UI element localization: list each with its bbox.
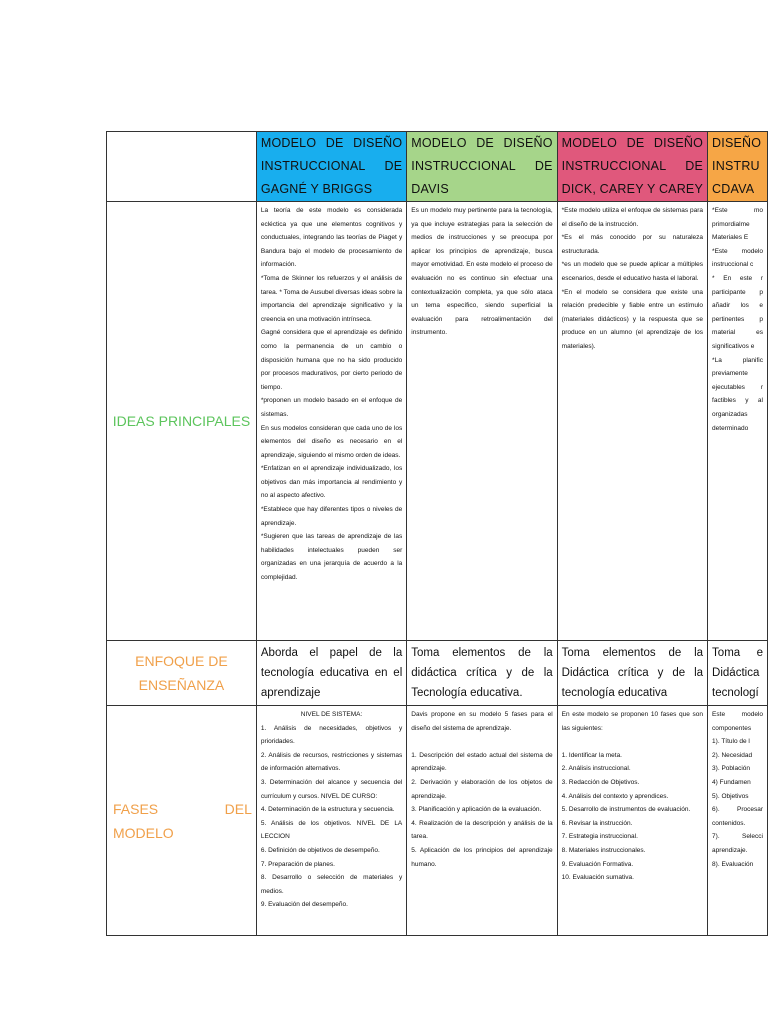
enfoque-gagne-briggs: Aborda el papel de la tecnología educativa en el aprendizaje bbox=[256, 641, 406, 706]
ideas-text: Gagné considera que el aprendizaje es definido como la permanencia de un cambio o disposición humana que no ha sido producido por procesos madurativos, por cierto periodo de tiempo. bbox=[260, 329, 403, 391]
fases-text: 9. Evaluación del desempeño. bbox=[260, 901, 348, 909]
fases-text: En este modelo se proponen 10 fases que son las siguientes: bbox=[561, 711, 704, 732]
fases-text: 2. Análisis de recursos, restricciones y sistemas de información alternativos. bbox=[260, 751, 403, 773]
fases-label-word: FASES bbox=[113, 800, 159, 817]
header-cdava: DISEÑO INSTRU CDAVA bbox=[708, 132, 768, 202]
fases-text: 1). Título de l bbox=[712, 738, 750, 746]
fases-text bbox=[562, 735, 703, 749]
fases-text: 1. Descripción del estado actual del sistema de aprendizaje. bbox=[411, 751, 553, 773]
ideas-gagne-briggs bbox=[256, 202, 406, 641]
fases-text: 10. Evaluación sumativa. bbox=[561, 874, 634, 882]
ideas-text: *Este modelo instruccional c bbox=[712, 247, 763, 269]
corner-cell bbox=[107, 132, 257, 202]
fases-text bbox=[411, 735, 552, 749]
fases-dick-carey bbox=[557, 706, 707, 936]
fases-text: 7. Estrategia instruccional. bbox=[561, 833, 638, 841]
fases-text: 8). Evaluación bbox=[712, 860, 754, 868]
fases-text: 9. Evaluación Formativa. bbox=[561, 860, 634, 868]
header-row bbox=[107, 132, 768, 202]
fases-text: 4. Realización de la descripción y análisis de la tarea. bbox=[411, 819, 553, 841]
fases-text: 3). Población bbox=[712, 765, 750, 773]
ideas-text: *Establece que hay diferentes tipos o niveles de aprendizaje. bbox=[260, 506, 403, 527]
ideas-text: *Este modelo utiliza el enfoque de sistemas para el diseño de la instrucción. bbox=[561, 207, 704, 228]
fases-text: 3. Redacción de Objetivos. bbox=[561, 778, 640, 786]
ideas-text: La teoría de este modelo es considerada ecléctica ya que une elementos cognitivos y conductuales, integrando las teorías de Piaget y Bandura bajo el modelo de procesamiento de información. bbox=[260, 207, 403, 269]
enfoque-label: ENFOQUE DE ENSEÑANZA bbox=[107, 641, 257, 706]
fases-davis bbox=[407, 706, 557, 936]
ideas-text: *Toma de Skinner los refuerzos y el análisis de tarea. * Toma de Ausubel diversas ideas sobre la importancia del aprendizaje significativo y la creencia en una motivación intrínseca. bbox=[260, 274, 403, 323]
enfoque-row bbox=[107, 641, 768, 706]
fases-text: 6). Procesar contenidos. bbox=[712, 806, 763, 827]
fases-label-word: DEL bbox=[224, 800, 252, 817]
ideas-text: *La planific previamente ejecutables r factibles y al organizadas determinado bbox=[712, 356, 763, 432]
fases-row bbox=[107, 706, 768, 936]
ideas-text: *Enfatizan en el aprendizaje individualizado, los objetivos dan más importancia al rendimiento y no al aspecto afectivo. bbox=[260, 465, 403, 500]
fases-cdava bbox=[708, 706, 768, 936]
fases-text: 2). Necesidad bbox=[712, 751, 753, 759]
fases-text: 2. Derivación y elaboración de los objetos de aprendizaje. bbox=[411, 778, 553, 800]
fases-text: 4. Análisis del contexto y aprendices. bbox=[561, 792, 669, 800]
ideas-text: Es un modelo muy pertinente para la tecnología, ya que incluye estrategias para la selección de medios de instrucciones y se preocupa por aplicar los principios de aprendizaje, busca mayor emotividad. En este modelo el proceso de evaluación no es continuo sin efectuar una contextualización completa, ya que sólo ataca un tema específico, siendo superficial la evaluación para retroalimentación del instrumento. bbox=[411, 207, 553, 337]
fases-label bbox=[107, 706, 257, 936]
ideas-row bbox=[107, 202, 768, 641]
fases-text: 7). Selecci aprendizaje. bbox=[712, 833, 763, 854]
fases-text: 4. Determinación de la estructura y secuencia. bbox=[260, 806, 395, 814]
fases-text: 3. Determinación del alcance y secuencia del currículum y cursos. NIVEL DE CURSO: bbox=[260, 778, 403, 800]
fases-text: 3. Planificación y aplicación de la evaluación. bbox=[411, 806, 542, 814]
fases-text: 4) Fundamen bbox=[712, 778, 751, 786]
ideas-text: *En el modelo se considera que existe una relación predecible y fiable entre un estímulo (materiales didácticos) y la respuesta que se produce en un alumno (el aprendizaje de los materiales). bbox=[561, 288, 704, 350]
comparison-table bbox=[106, 131, 768, 936]
fases-text: 5. Desarrollo de instrumentos de evaluación. bbox=[561, 806, 691, 814]
ideas-dick-carey bbox=[557, 202, 707, 641]
fases-text: 1. Análisis de necesidades, objetivos y prioridades. bbox=[260, 724, 403, 746]
fases-text: 6. Definición de objetivos de desempeño. bbox=[260, 846, 380, 854]
fases-text: 5). Objetivos bbox=[712, 792, 749, 800]
ideas-text: *Es el más conocido por su naturaleza estructurada. bbox=[561, 234, 704, 255]
fases-text: 5. Análisis de los objetivos. NIVEL DE LA LECCION bbox=[260, 819, 403, 841]
ideas-text: *es un modelo que se puede aplicar a múltiples escenarios, desde el educativo hasta el laboral. bbox=[561, 261, 704, 282]
fases-text: Este modelo componentes bbox=[712, 711, 763, 732]
ideas-text: *proponen un modelo basado en el enfoque de sistemas. bbox=[260, 397, 403, 418]
fases-text: Davis propone en su modelo 5 fases para el diseño del sistema de aprendizaje. bbox=[411, 711, 553, 732]
header-dick-carey: MODELO DE DISEÑO INSTRUCCIONAL DE DICK, CAREY Y CAREY bbox=[557, 132, 707, 202]
ideas-text: * En este r participante p añadir los e pertinentes p material es significativos e bbox=[712, 274, 763, 350]
enfoque-cdava: Toma e Didáctica tecnologí bbox=[708, 641, 768, 706]
fases-text: 5. Aplicación de los principios del aprendizaje humano. bbox=[411, 846, 553, 868]
fases-label-word: MODELO bbox=[113, 824, 174, 841]
fases-text: NIVEL DE SISTEMA: bbox=[300, 711, 363, 718]
fases-text: 8. Desarrollo o selección de materiales y medios. bbox=[260, 874, 403, 895]
fases-gagne-briggs bbox=[256, 706, 406, 936]
header-gagne-briggs: MODELO DE DISEÑO INSTRUCCIONAL DE GAGNÉ Y BRIGGS bbox=[256, 132, 406, 202]
ideas-label: IDEAS PRINCIPALES bbox=[107, 202, 257, 641]
enfoque-dick-carey: Toma elementos de la Didáctica crítica y de la tecnología educativa bbox=[557, 641, 707, 706]
ideas-text: En sus modelos consideran que cada uno de los elementos del diseño es necesario en el aprendizaje, siguiendo el mismo orden de ideas. bbox=[260, 424, 403, 459]
ideas-cdava bbox=[708, 202, 768, 641]
fases-text: 6. Revisar la instrucción. bbox=[561, 819, 633, 827]
fases-text: 2. Análisis instruccional. bbox=[561, 765, 631, 773]
ideas-davis bbox=[407, 202, 557, 641]
fases-text: 1. Identificar la meta. bbox=[561, 751, 622, 759]
ideas-text: *Este mo primordialme Materiales E bbox=[712, 207, 763, 242]
fases-text: 7. Preparación de planes. bbox=[260, 860, 335, 868]
enfoque-davis: Toma elementos de la didáctica crítica y de la Tecnología educativa. bbox=[407, 641, 557, 706]
header-davis: MODELO DE DISEÑO INSTRUCCIONAL DE DAVIS bbox=[407, 132, 557, 202]
fases-text: 8. Materiales instruccionales. bbox=[561, 846, 646, 854]
ideas-text: *Sugieren que las tareas de aprendizaje de las habilidades intelectuales pueden ser organizadas en una jerarquía de acuerdo a la complejidad. bbox=[260, 533, 403, 582]
